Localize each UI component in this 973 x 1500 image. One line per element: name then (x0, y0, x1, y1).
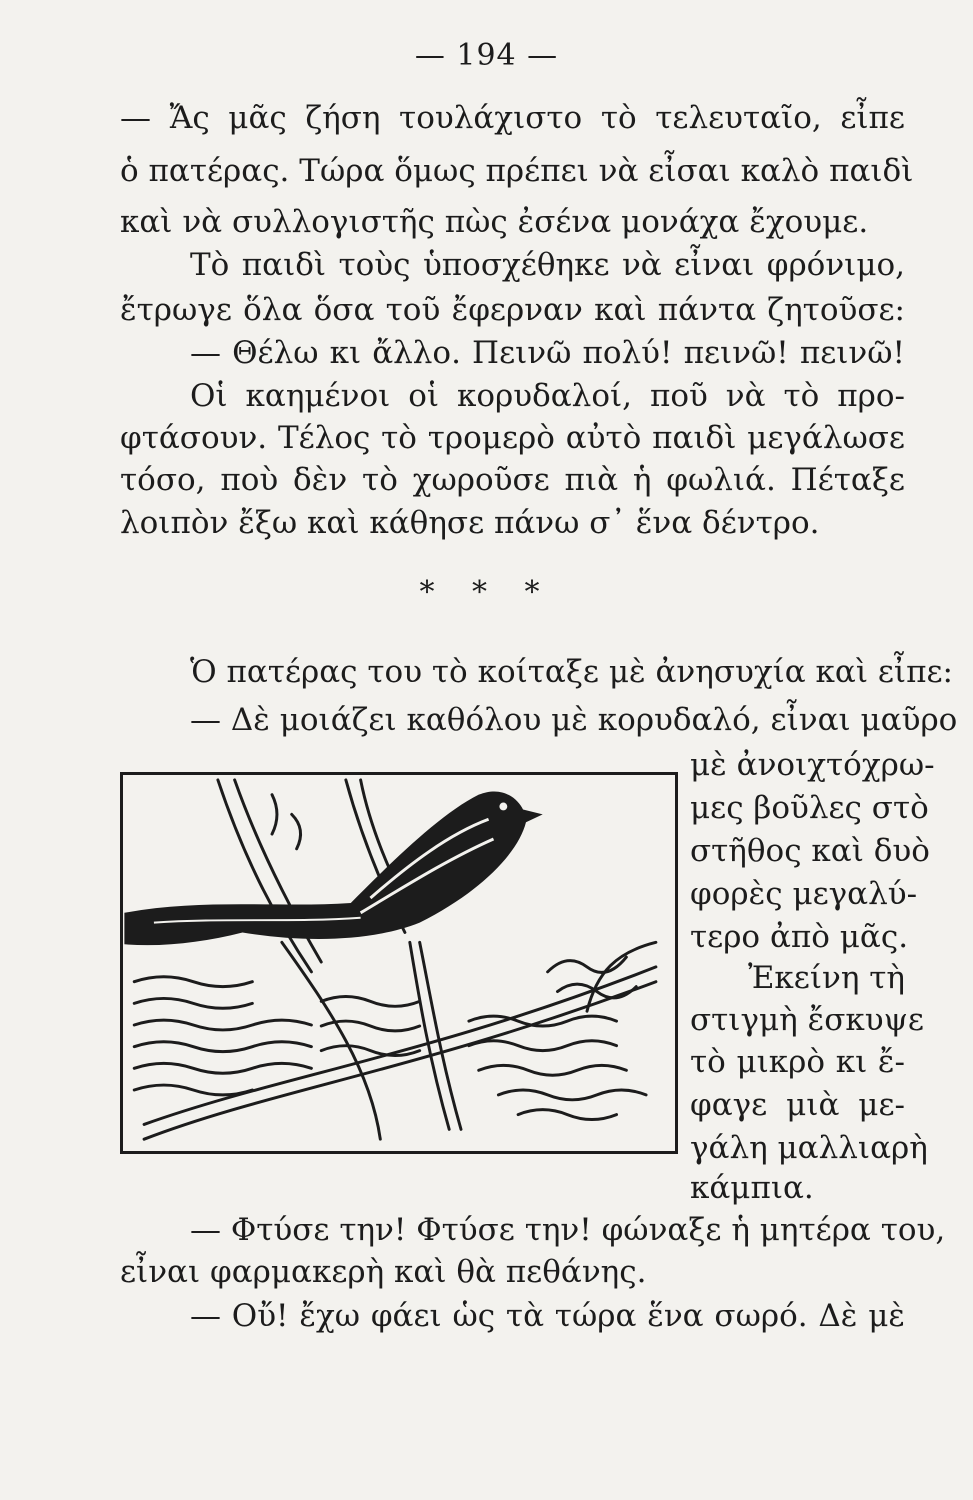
text-line: φορὲς μεγαλύ- (690, 876, 918, 912)
text-line: μὲ ἀνοιχτόχρω- (690, 747, 935, 783)
bird-woodcut-icon (123, 775, 675, 1151)
page-number: — 194 — (414, 38, 559, 73)
text-line: μες βοῦλες στὸ (690, 790, 929, 826)
text-line: ἔτρωγε ὅλα ὅσα τοῦ ἔφερναν καὶ πάντα ζητοῦσε: (120, 292, 905, 328)
text-line: — Ἄς μᾶς ζήση τουλάχιστο τὸ τελευταῖο, εἶπε (120, 100, 905, 136)
text-line: γάλη μαλλιαρὴ (690, 1130, 928, 1166)
text-line: Ὁ πατέρας του τὸ κοίταξε μὲ ἀνησυχία καὶ εἶπε: (190, 654, 953, 690)
text-line: κάμπια. (690, 1170, 814, 1206)
bird-illustration (120, 772, 678, 1154)
text-line: Τὸ παιδὶ τοὺς ὑποσχέθηκε νὰ εἶναι φρόνιμο, (190, 247, 905, 283)
text-line: φαγε μιὰ με- (690, 1087, 905, 1123)
text-line: — Δὲ μοιάζει καθόλου μὲ κορυδαλό, εἶναι μαῦρο (190, 702, 958, 738)
text-line: τὸ μικρὸ κι ἔ- (690, 1044, 905, 1080)
text-line: στῆθος καὶ δυὸ (690, 833, 930, 869)
text-line: τόσο, ποὺ δὲν τὸ χωροῦσε πιὰ ἡ φωλιά. Πέταξε (120, 462, 905, 498)
text-line: καὶ νὰ συλλογιστῆς πὼς ἐσένα μονάχα ἔχουμε. (120, 204, 869, 240)
text-line: — Οὔ! ἔχω φάει ὡς τὰ τώρα ἕνα σωρό. Δὲ μὲ (190, 1298, 905, 1334)
text-line: — Φτύσε την! Φτύσε την! φώναξε ἡ μητέρα του, (190, 1212, 946, 1248)
section-separator: * * * (419, 575, 554, 610)
text-line: Οἱ καημένοι οἱ κορυδαλοί, ποῦ νὰ τὸ προ- (190, 378, 905, 414)
text-line: φτάσουν. Τέλος τὸ τρομερὸ αὐτὸ παιδὶ μεγάλωσε (120, 420, 905, 456)
text-line: εἶναι φαρμακερὴ καὶ θὰ πεθάνης. (120, 1254, 647, 1290)
text-line: λοιπὸν ἔξω καὶ κάθησε πάνω σ᾽ ἕνα δέντρο. (120, 505, 820, 541)
text-line: τερο ἀπὸ μᾶς. (690, 919, 909, 955)
text-line: ὁ πατέρας. Τώρα ὅμως πρέπει νὰ εἶσαι καλὸ παιδὶ (120, 153, 914, 189)
bird-body (124, 791, 542, 945)
text-line: — Θέλω κι ἄλλο. Πεινῶ πολύ! πεινῶ! πεινῶ! (190, 335, 905, 371)
text-line: στιγμὴ ἔσκυψε (690, 1002, 924, 1038)
text-line: Ἐκείνη τὴ (747, 960, 905, 996)
